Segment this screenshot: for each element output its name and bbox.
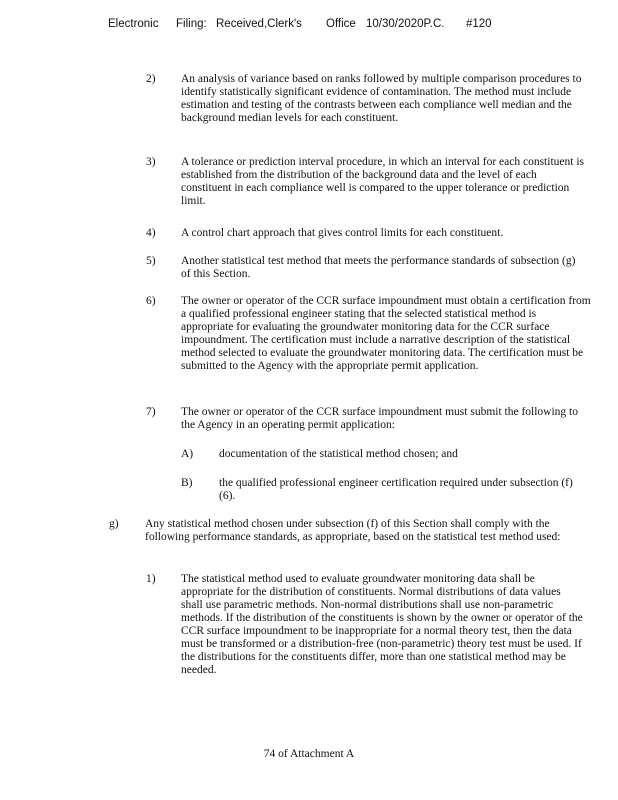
item-text-4: A control chart approach that gives control limits for each constituent. <box>181 227 504 239</box>
page-footer: 74 of Attachment A <box>263 748 355 760</box>
item-label-2: 2) <box>146 73 156 85</box>
header-office: Office <box>326 18 356 30</box>
item-text-3: A tolerance or prediction interval procedure, in which an interval for each constituent is established from the distribution of the background data and the level of each constituent in each compliance well is compared to the upper tolerance or prediction limit. <box>181 156 584 207</box>
header-number: #120 <box>466 18 492 30</box>
item-text-B: the qualified professional engineer certification required under subsection (f)(6). <box>219 477 573 502</box>
header-date: 10/30/2020P.C. <box>366 18 445 30</box>
item-text-6: The owner or operator of the CCR surface impoundment must obtain a certification from a qualified professional engineer stating that the selected statistical method is appropriate for evaluating the groundwater monitoring data for the CCR surface impoundment. The certification must include a narrative description of the statistical method selected to evaluate the groundwater monitoring data. The certification must be submitted to the Agency with the appropriate permit application. <box>181 295 591 372</box>
item-label-7: 7) <box>146 406 156 418</box>
item-label-g: g) <box>109 518 119 530</box>
item-text-g: Any statistical method chosen under subsection (f) of this Section shall comply with the following performance standards, as appropriate, based on the statistical test method used: <box>145 518 561 543</box>
item-label-B: B) <box>181 477 193 489</box>
item-label-4: 4) <box>146 227 156 239</box>
item-label-5: 5) <box>146 255 156 267</box>
header-filing: Filing: <box>176 18 207 30</box>
item-label-g1: 1) <box>146 573 156 585</box>
item-label-3: 3) <box>146 156 156 168</box>
item-text-2: An analysis of variance based on ranks followed by multiple comparison procedures to identify statistically significant evidence of contamination. The method must include estimation and testing of the contrasts between each compliance well median and the background median levels for each constituent. <box>181 73 582 124</box>
item-text-A: documentation of the statistical method chosen; and <box>219 448 458 460</box>
header-electronic: Electronic <box>108 18 159 30</box>
item-text-7: The owner or operator of the CCR surface impoundment must submit the following to the Agency in an operating permit application: <box>181 406 578 431</box>
item-text-g1: The statistical method used to evaluate groundwater monitoring data shall be appropriate for the distribution of constituents. Normal distributions of data values shall use parametric methods. Non-normal distributions shall use non-parametric methods. If the distribution of the constituents is shown by the owner or operator of the CCR surface impoundment to be inappropriate for a normal theory test, then the data must be transformed or a distribution-free (non-parametric) theory test must be used. If the distributions for the constituents differ, more than one statistical method may be needed. <box>181 573 583 676</box>
filing-header <box>108 18 588 34</box>
item-label-A: A) <box>181 448 194 460</box>
item-label-6: 6) <box>146 295 156 307</box>
header-received: Received,Clerk's <box>216 18 302 30</box>
item-text-5: Another statistical test method that meets the performance standards of subsection (g) of this Section. <box>181 255 576 280</box>
